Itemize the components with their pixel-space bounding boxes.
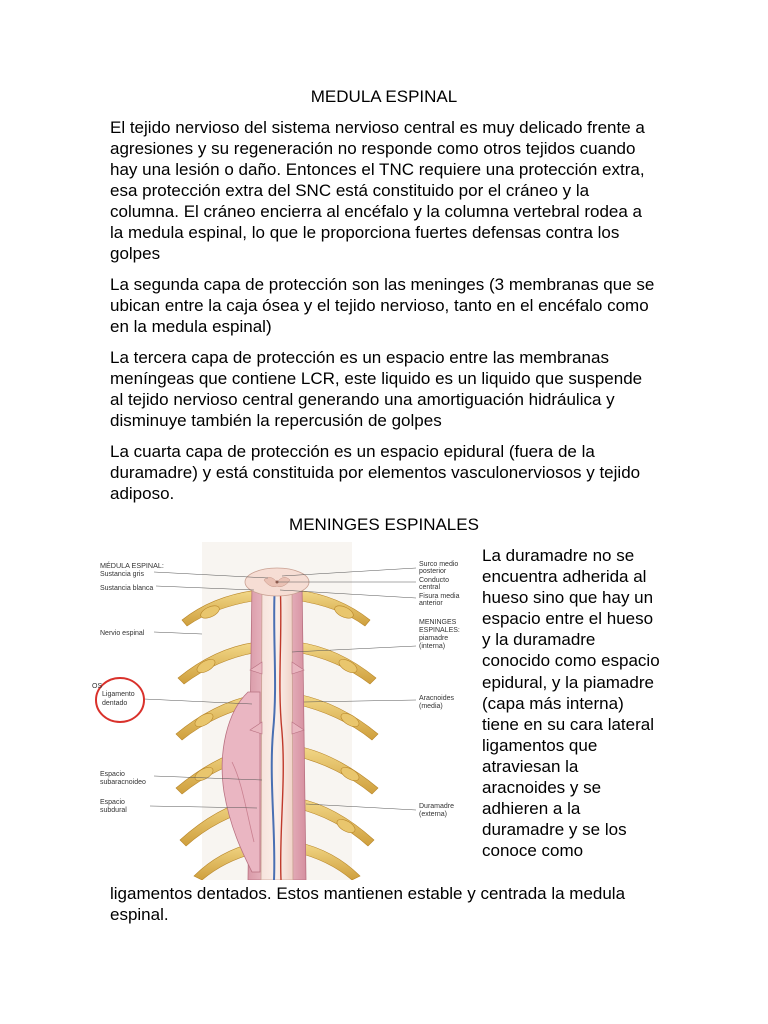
label-fissure-1: Fisura media: [419, 593, 460, 600]
label-meninges-2: ESPINALES:: [419, 627, 460, 634]
paragraph-2: La segunda capa de protección son las meninges (3 membranas que se ubican entre la caja ósea y el tejido nervioso, tanto en el encéfalo como en la medula espinal): [110, 275, 655, 336]
label-meninges-1: MENINGES: [419, 619, 457, 626]
label-pia-1: piamadre: [419, 635, 449, 642]
label-os: OS: [92, 683, 103, 690]
paragraph-1: El tejido nervioso del sistema nervioso central es muy delicado frente a agresiones y su regeneración no responde como otros tejidos cuando hay una lesión o daño. Entonces el TNC requiere una protección extra, esa protección extra del SNC está constituido por el cráneo y la columna. El cráneo encierra al encéfalo y la columna vertebral rodea a la medula espinal, lo que le proporciona fuertes defensas contra los golpes: [110, 118, 645, 263]
label-sulcus-2: posterior: [419, 568, 447, 575]
label-arachnoid-2: (media): [419, 703, 443, 710]
label-ligament-1: Ligamento: [102, 691, 135, 698]
label-ligament-2: dentado: [102, 700, 128, 707]
label-dura-1: Duramadre: [419, 803, 455, 810]
label-dura-2: (externa): [419, 811, 448, 818]
label-subdural-2: subdural: [100, 807, 127, 814]
label-white-matter: Sustancia blanca: [100, 585, 154, 592]
label-subarachnoid-1: Espacio: [100, 771, 125, 778]
label-pia-2: (interna): [419, 643, 446, 650]
paragraph-3: La tercera capa de protección es un espacio entre las membranas meníngeas que contiene LCR, este liquido es un liquido que suspende al tejido nervioso central generando una amortiguación hidráulica y disminuye también la repercusión de golpes: [110, 348, 643, 430]
section-title-meninges: MENINGES ESPINALES: [289, 515, 479, 534]
label-canal-1: Conducto: [419, 577, 449, 584]
label-arachnoid-1: Aracnoides: [419, 695, 455, 702]
label-canal-2: central: [419, 584, 441, 591]
label-subarachnoid-2: subaracnoideo: [100, 779, 146, 786]
page-title: MEDULA ESPINAL: [310, 87, 458, 106]
label-sulcus-1: Surco medio: [419, 561, 459, 568]
label-subdural-1: Espacio: [100, 799, 125, 806]
label-gray-matter: Sustancia gris: [100, 571, 144, 578]
spinal-meninges-illustration: [92, 542, 470, 880]
spinal-cord: [261, 576, 293, 880]
paragraph-4: La cuarta capa de protección es un espacio epidural (fuera de la duramadre) y está constituida por elementos vasculonerviosos y tejido adiposo.: [110, 442, 641, 503]
label-fissure-2: anterior: [419, 600, 443, 607]
side-paragraph: La duramadre no se encuentra adherida al hueso sino que hay un espacio entre el hueso y la duramadre conocido como espacio epidural, y la piamadre (capa más interna) tiene en su cara lateral ligamentos que atraviesan la aracnoides y se adhieren a la duramadre y se los conoce como: [482, 546, 660, 861]
closing-paragraph: ligamentos dentados. Estos mantienen estable y centrada la medula espinal.: [110, 884, 626, 924]
label-spinal-nerve: Nervio espinal: [100, 630, 145, 637]
figure-heading: MÉDULA ESPINAL:: [100, 561, 164, 570]
